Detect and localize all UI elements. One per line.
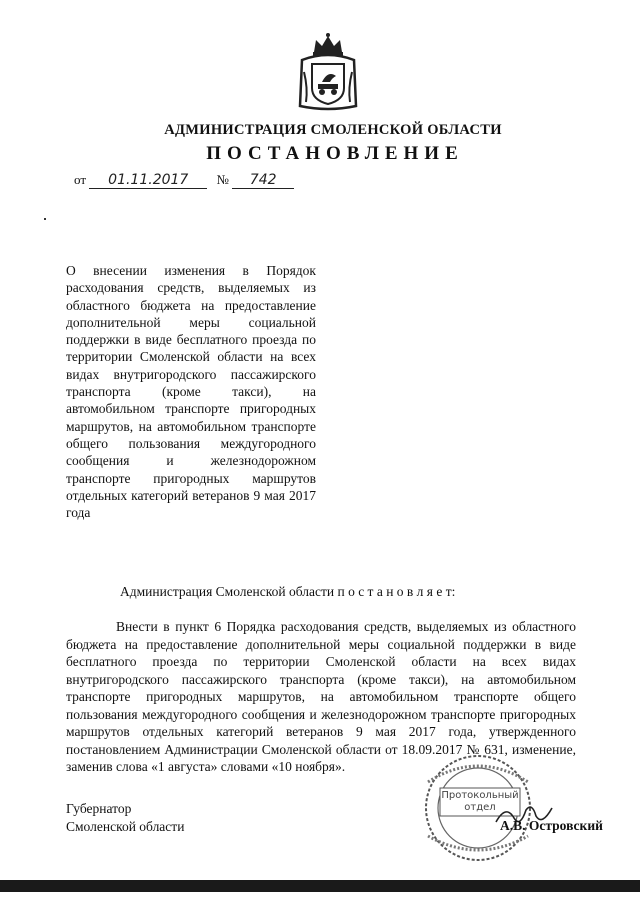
stamp-label-line1: Протокольный xyxy=(441,790,519,801)
coat-of-arms-emblem xyxy=(298,32,358,114)
registration-line xyxy=(74,172,294,189)
signatory-title-line2: Смоленской области xyxy=(66,819,185,834)
preamble xyxy=(120,584,455,600)
document-body: Внести в пункт 6 Порядка расходования средств, выделяемых из областного бюджета на предоставление дополнительной меры социальной поддержки в виде бесплатного проезда по территории Смоленской области на всех видах внутригородского пассажирского транспорта (кроме такси), на автомобильном транспорте пригородных маршрутов, на автомобильном транспорте общего пользования междугородного сообщения и железнодорожном транспорте пригородных маршрутов отдельных категорий ветеранов 9 мая 2017 года, утвержденного постановлением Администрации Смоленской области от 18.09.2017 № 631, изменение, заменив слова «1 августа» словами «10 ноября». xyxy=(66,619,576,774)
decree-word: п о с т а н о в л я е т: xyxy=(337,584,456,599)
number-value: 742 xyxy=(232,172,294,189)
preamble-text: Администрация Смоленской области xyxy=(120,584,335,599)
scan-edge-bar xyxy=(0,880,640,892)
date-prefix: от xyxy=(74,172,87,187)
date-value: 01.11.2017 xyxy=(89,172,207,189)
document-type-title: ПОСТАНОВЛЕНИЕ xyxy=(206,143,464,164)
signatory-title xyxy=(66,800,184,836)
stamp-label-line2: отдел xyxy=(464,802,496,813)
signatory-title-line1: Губернатор xyxy=(66,801,132,816)
number-prefix: № xyxy=(216,172,229,187)
organization-name: АДМИНИСТРАЦИЯ СМОЛЕНСКОЙ ОБЛАСТИ xyxy=(164,122,502,138)
margin-mark xyxy=(44,218,46,220)
signatory-name: А.В. Островский xyxy=(500,818,603,833)
document-subject: О внесении изменения в Порядок расходования средств, выделяемых из областного бюджета на предоставление дополнительной меры социальной поддержки в виде бесплатного проезда по территории Смоленской области на всех видах внутригородского пассажирского транспорта (кроме такси), на автомобильном транспорте пригородных маршрутов, на автомобильном транспорте общего пользования междугородного сообщения и железнодорожном транспорте пригородных маршрутов отдельных категорий ветеранов 9 мая 2017 года xyxy=(66,263,316,521)
